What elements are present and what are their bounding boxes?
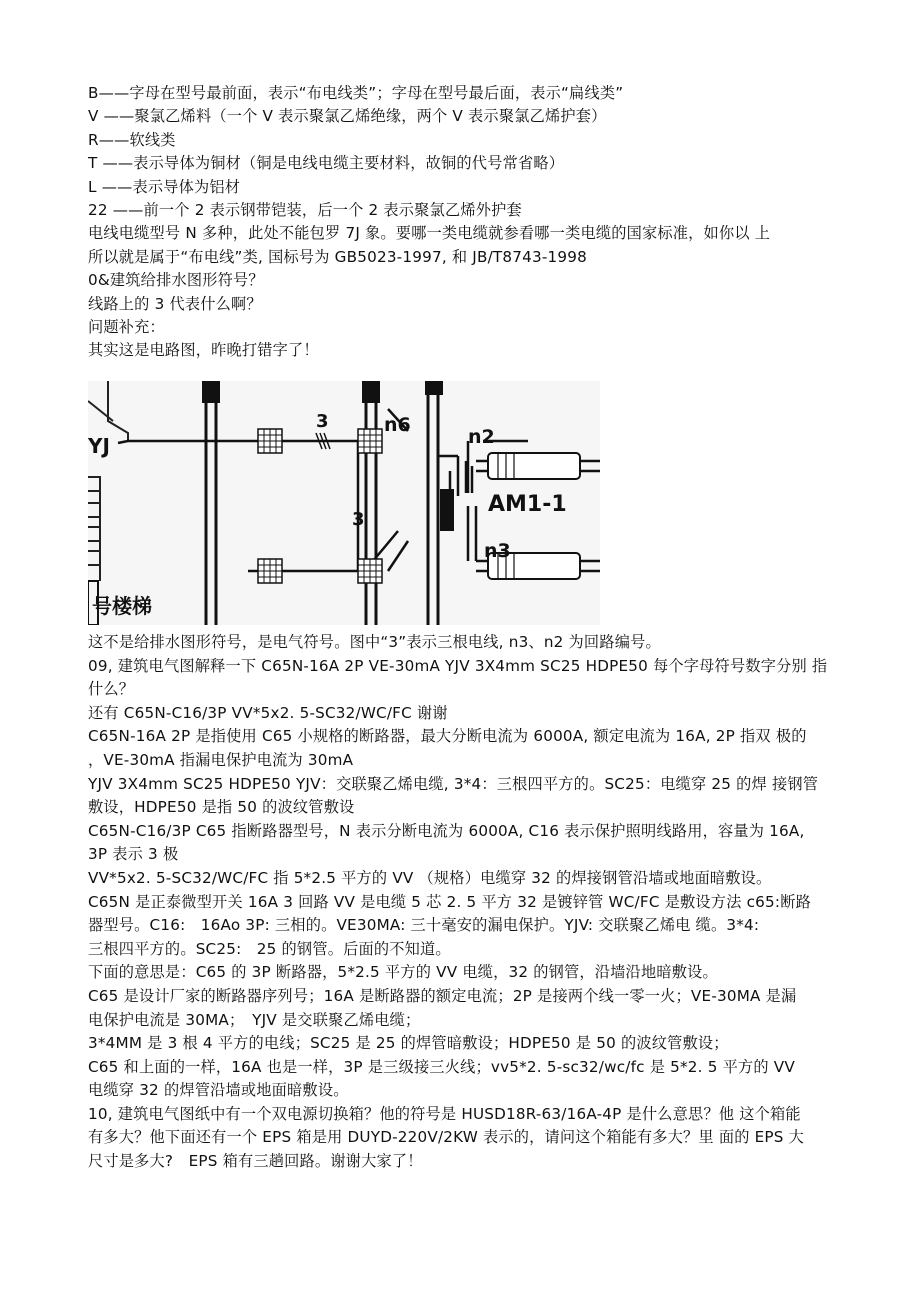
text-line: 电缆穿 32 的焊管沿墙或地面暗敷设。 bbox=[88, 1081, 349, 1100]
text-line: 下面的意思是：C65 的 3P 断路器，5*2.5 平方的 VV 电缆，32 的钢管，沿墙沿地暗敷设。 bbox=[88, 963, 718, 982]
text-line: 电保护电流是 30MA； YJV 是交联聚乙烯电缆； bbox=[88, 1010, 421, 1029]
text-line: 3*4MM 是 3 根 4 平方的电线；SC25 是 25 的焊管暗敷设；HDPE50 是 50 的波纹管敷设； bbox=[88, 1034, 729, 1053]
label-n2: n2 bbox=[468, 426, 495, 448]
label-am1-1: AM1-1 bbox=[488, 492, 567, 517]
text-line: 三根四平方的。SC25: 25 的钢管。后面的不知道。 bbox=[88, 939, 451, 958]
text-line: L ——表示导体为铝材 bbox=[88, 177, 241, 196]
text-line: C65N-C16/3P C65 指断路器型号，N 表示分断电流为 6000A, C16 表示保护照明线路用，容量为 16A, bbox=[88, 821, 805, 840]
text-line: 尺寸是多大? EPS 箱有三趟回路。谢谢大家了！ bbox=[88, 1152, 423, 1171]
text-line: 敷设，HDPE50 是指 50 的波纹管敷设 bbox=[88, 798, 355, 817]
text-line: 电线电缆型号 N 多种，此处不能包罗 7J 象。要哪一类电缆就参看哪一类电缆的国家标准，如你以 上 bbox=[88, 224, 771, 243]
text-line: C65 和上面的一样，16A 也是一样，3P 是三级接三火线；vv5*2. 5-sc32/wc/fc 是 5*2. 5 平方的 VV bbox=[88, 1057, 795, 1076]
text-line: R——软线类 bbox=[88, 130, 176, 149]
text-line: 器型号。C16: 16Ao 3P: 三相的。VE30MA: 三十毫安的漏电保护。YJV: 交联聚乙烯电 缆。3*4: bbox=[88, 916, 760, 935]
text-line: 3P 表示 3 极 bbox=[88, 845, 179, 864]
text-line: 线路上的 3 代表什么啊？ bbox=[88, 294, 262, 313]
label-stairs: 号楼梯 bbox=[92, 594, 152, 618]
text-line: 09, 建筑电气图解释一下 C65N-16A 2P VE-30mA YJV 3X4mm SC25 HDPE50 每个字母符号数字分别 指 bbox=[88, 656, 828, 675]
label-n3: n3 bbox=[484, 540, 511, 562]
text-line: ，VE-30mA 指漏电保护电流为 30mA bbox=[88, 750, 354, 769]
text-line: V ——聚氯乙烯料（一个 V 表示聚氯乙烯绝缘，两个 V 表示聚氯乙烯护套） bbox=[88, 107, 607, 126]
text-line: 有多大？他下面还有一个 EPS 箱是用 DUYD-220V/2KW 表示的，请问这个箱能有多大？里 面的 EPS 大 bbox=[88, 1128, 805, 1147]
label-yj: YJ bbox=[88, 434, 110, 458]
label-3-mid: 3 bbox=[352, 509, 365, 530]
text-line: C65N 是正泰微型开关 16A 3 回路 VV 是电缆 5 芯 2. 5 平方 32 是镀锌管 WC/FC 是敷设方法 c65:断路 bbox=[88, 892, 811, 911]
text-line: B——字母在型号最前面，表示“布电线类”；字母在型号最后面，表示“扁线类” bbox=[88, 84, 624, 102]
text-line: 所以就是属于“布电线”类, 国标号为 GB5023-1997, 和 JB/T8743-1998 bbox=[88, 247, 587, 266]
distribution-box bbox=[440, 489, 454, 531]
label-n6: n6 bbox=[384, 414, 411, 436]
circuit-diagram-image bbox=[88, 381, 600, 625]
text-line: T ——表示导体为铜材（铜是电线电缆主要材料，故铜的代号常省略） bbox=[88, 154, 565, 173]
text-line: 22 ——前一个 2 表示钢带铠装，后一个 2 表示聚氯乙烯外护套 bbox=[88, 201, 522, 220]
text-line: 0&建筑给排水图形符号？ bbox=[88, 271, 264, 290]
text-line: 这不是给排水图形符号，是电气符号。图中“3”表示三根电线, n3、n2 为回路编号。 bbox=[88, 633, 661, 651]
circuit-diagram-svg bbox=[88, 381, 600, 625]
text-line: 还有 C65N-C16/3P VV*5x2. 5-SC32/WC/FC 谢谢 bbox=[88, 703, 448, 722]
text-block-bottom bbox=[88, 631, 868, 1174]
text-block-top bbox=[88, 82, 868, 363]
text-line: 什么？ bbox=[88, 680, 135, 699]
text-line: 问题补充： bbox=[88, 318, 165, 337]
text-line: C65N-16A 2P 是指使用 C65 小规格的断路器，最大分断电流为 6000A, 额定电流为 16A, 2P 指双 极的 bbox=[88, 727, 807, 746]
text-line: 其实这是电路图，昨晚打错字了！ bbox=[88, 341, 319, 360]
text-line: VV*5x2. 5-SC32/WC/FC 指 5*2.5 平方的 VV （规格）电缆穿 32 的焊接钢管沿墙或地面暗敷设。 bbox=[88, 868, 772, 887]
text-line: C65 是设计厂家的断路器序列号；16A 是断路器的额定电流；2P 是接两个线一零一火；VE-30MA 是漏 bbox=[88, 986, 797, 1005]
label-3-top: 3 bbox=[316, 411, 329, 432]
text-line: YJV 3X4mm SC25 HDPE50 YJV：交联聚乙烯电缆, 3*4：三根四平方的。SC25：电缆穿 25 的焊 接钢管 bbox=[88, 774, 819, 793]
text-line: 10, 建筑电气图纸中有一个双电源切换箱？他的符号是 HUSD18R-63/16A-4P 是什么意思？他 这个箱能 bbox=[88, 1104, 801, 1123]
